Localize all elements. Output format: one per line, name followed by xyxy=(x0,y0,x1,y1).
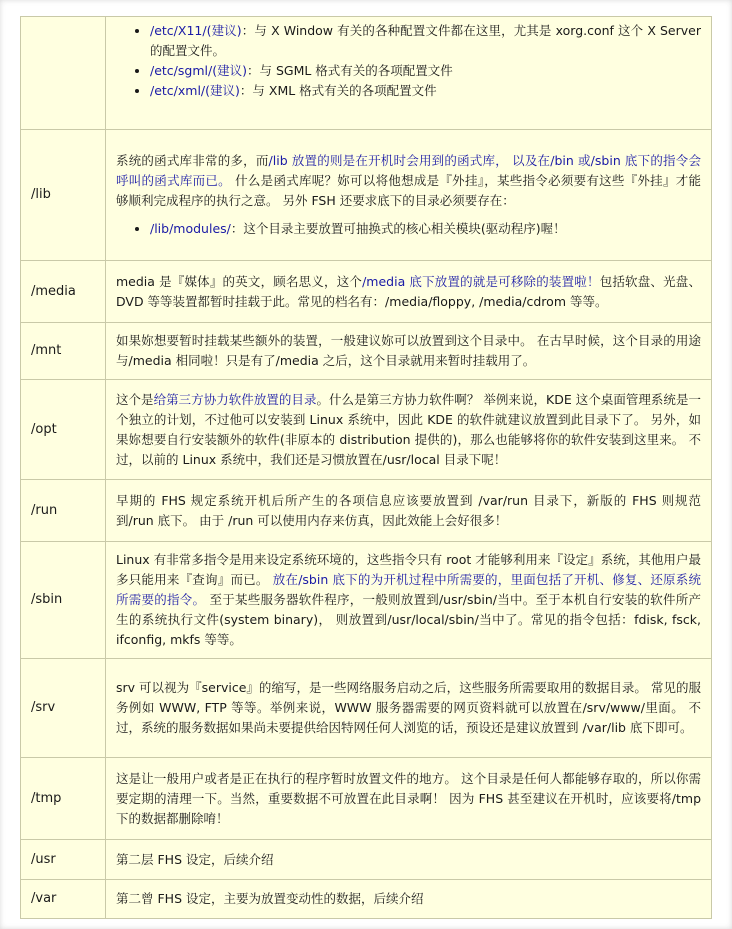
text-span: Linux 有非常多指令是用来设定系统环境的，这些指令只有 root 才能够利用来『设定』系统，其他用户最多只能用来『查询』而已。 xyxy=(116,552,701,587)
text-span: 如果妳想要暂时挂载某些额外的装置，一般建议妳可以放置到这个目录中。 在古早时候，这个目录的用途与/media 相同啦！只是有了/media 之后，这个目录就用来暂时挂载用了。 xyxy=(116,333,701,368)
dir-name-cell: /mnt xyxy=(21,323,106,380)
path-text: /etc/xml/ xyxy=(150,83,206,98)
dir-name-cell: /usr xyxy=(21,840,106,880)
dir-name-cell: /tmp xyxy=(21,758,106,840)
item-text: ：这个目录主要放置可抽换式的核心相关模块(驱动程序)喔！ xyxy=(230,221,566,236)
list-item xyxy=(150,21,701,61)
highlight-text: 放在/sbin 底下的为开机过程中所需要的，里面包括了开机、修复、还原系统所需要的指令。 xyxy=(116,572,701,607)
dir-name-cell: /lib xyxy=(21,130,106,261)
text-span: 什么是函式库呢？妳可以将他想成是『外挂』，某些指令必须要有这些『外挂』才能够顺利完成程序的执行之意。 另外 FSH 还要求底下的目录必须要存在： xyxy=(116,173,701,208)
highlight-text: /media 底下放置的就是可移除的装置啦！ xyxy=(362,273,600,289)
table-row xyxy=(21,261,712,323)
table-row xyxy=(21,840,712,880)
list-item xyxy=(150,81,701,101)
dir-name-cell: /run xyxy=(21,480,106,542)
recommend-tag: (建议) xyxy=(206,23,242,38)
item-text: ：与 XML 格式有关的各项配置文件 xyxy=(239,83,437,98)
text-span: 至于某些服务器软件程序，一般则放置到/usr/sbin/当中。至于本机自行安装的软件所产生的系统执行文件(system binary)， 则放置到/usr/local/sbin/当中了。常见的指令包括：fdisk, fsck, ifconfig, mkfs 等等。 xyxy=(116,592,701,647)
bullet-list xyxy=(116,21,701,101)
description-cell xyxy=(106,380,712,480)
dir-name-cell: /var xyxy=(21,880,106,919)
description-cell xyxy=(106,130,712,261)
text-span: 这个是 xyxy=(116,391,154,407)
description-text xyxy=(116,151,701,211)
list-item xyxy=(150,61,701,81)
table-row xyxy=(21,758,712,840)
bullet-list xyxy=(116,219,701,239)
path-text: /etc/sgml/ xyxy=(150,63,213,78)
highlight-text: /lib 放置的则是在开机时会用到的函式库， 以及在/bin 或/sbin 底下的指令会呼叫的函式库而已。 xyxy=(116,153,701,188)
text-span: 这是让一般用户或者是正在执行的程序暂时放置文件的地方。 这个目录是任何人都能够存取的，所以你需要定期的清理一下。当然，重要数据不可放置在此目录啊！ 因为 FHS 甚至建议在开机时，应该要将/tmp 下的数据都删除唷！ xyxy=(116,770,701,826)
text-span: srv 可以视为『service』的缩写，是一些网络服务启动之后，这些服务所需要取用的数据目录。 常见的服务例如 WWW, FTP 等等。举例来说，WWW 服务器需要的网页资料就可以放置在/srv/www/里面。 不过，系统的服务数据如果尚未要提供给因特网任何人浏览的话，预设还是建议放置到 /var/lib 底下即可。 xyxy=(116,680,701,735)
text-span: 包括软盘、光盘、DVD 等等装置都暂时挂载于此。常见的档名有：/media/floppy, /media/cdrom 等等。 xyxy=(116,273,701,309)
recommend-tag: (建议) xyxy=(212,63,247,78)
description-cell xyxy=(106,758,712,840)
dir-name-cell: /sbin xyxy=(21,542,106,659)
text-span: 第二曾 FHS 设定，主要为放置变动性的数据，后续介绍 xyxy=(116,891,424,906)
table-row xyxy=(21,542,712,659)
table-row xyxy=(21,323,712,380)
table-row xyxy=(21,480,712,542)
description-cell xyxy=(106,542,712,659)
table-row xyxy=(21,130,712,261)
text-span: 。什么是第三方协力软件啊？ 举例来说，KDE 这个桌面管理系统是一个独立的计划，不过他可以安装到 Linux 系统中，因此 KDE 的软件就建议放置到此目录下了。 另外，如果妳想要自行安装额外的软件(非原本的 distribution 提供的)，那么也能够将你的软件安装到这里来。 不过，以前的 Linux 系统中，我们还是习惯放置在/usr/local 目录下呢！ xyxy=(116,391,701,467)
text-span: 早期的 FHS 规定系统开机后所产生的各项信息应该要放置到 /var/run 目录下，新版的 FHS 则规范到/run 底下。 由于 /run 可以使用内存来仿真，因此效能上会好很多！ xyxy=(116,492,701,528)
item-text: ：与 SGML 格式有关的各项配置文件 xyxy=(246,63,453,78)
path-text: /lib/modules/ xyxy=(150,221,231,236)
text-span: 系统的函式库非常的多，而 xyxy=(116,153,269,168)
fhs-directory-table xyxy=(20,16,712,919)
description-cell xyxy=(106,17,712,130)
description-cell xyxy=(106,880,712,919)
text-span: 第二层 FHS 设定，后续介绍 xyxy=(116,851,274,867)
description-cell xyxy=(106,840,712,880)
path-text: /etc/X11/ xyxy=(150,23,207,38)
recommend-tag: (建议) xyxy=(205,83,240,98)
item-text: ：与 X Window 有关的各种配置文件都在这里，尤其是 xorg.conf 这个 X Server 的配置文件。 xyxy=(150,23,701,58)
table-row xyxy=(21,880,712,919)
table-row xyxy=(21,380,712,480)
highlight-text: 给第三方协力软件放置的目录 xyxy=(153,391,317,407)
table-row xyxy=(21,17,712,130)
dir-name-cell: /media xyxy=(21,261,106,323)
dir-name-cell xyxy=(21,17,106,130)
description-cell xyxy=(106,261,712,323)
description-cell xyxy=(106,480,712,542)
description-cell xyxy=(106,323,712,380)
list-item xyxy=(150,219,701,239)
dir-name-cell: /opt xyxy=(21,380,106,480)
dir-name-cell: /srv xyxy=(21,659,106,758)
description-cell xyxy=(106,659,712,758)
table-row xyxy=(21,659,712,758)
text-span: media 是『媒体』的英文，顾名思义，这个 xyxy=(116,273,363,289)
